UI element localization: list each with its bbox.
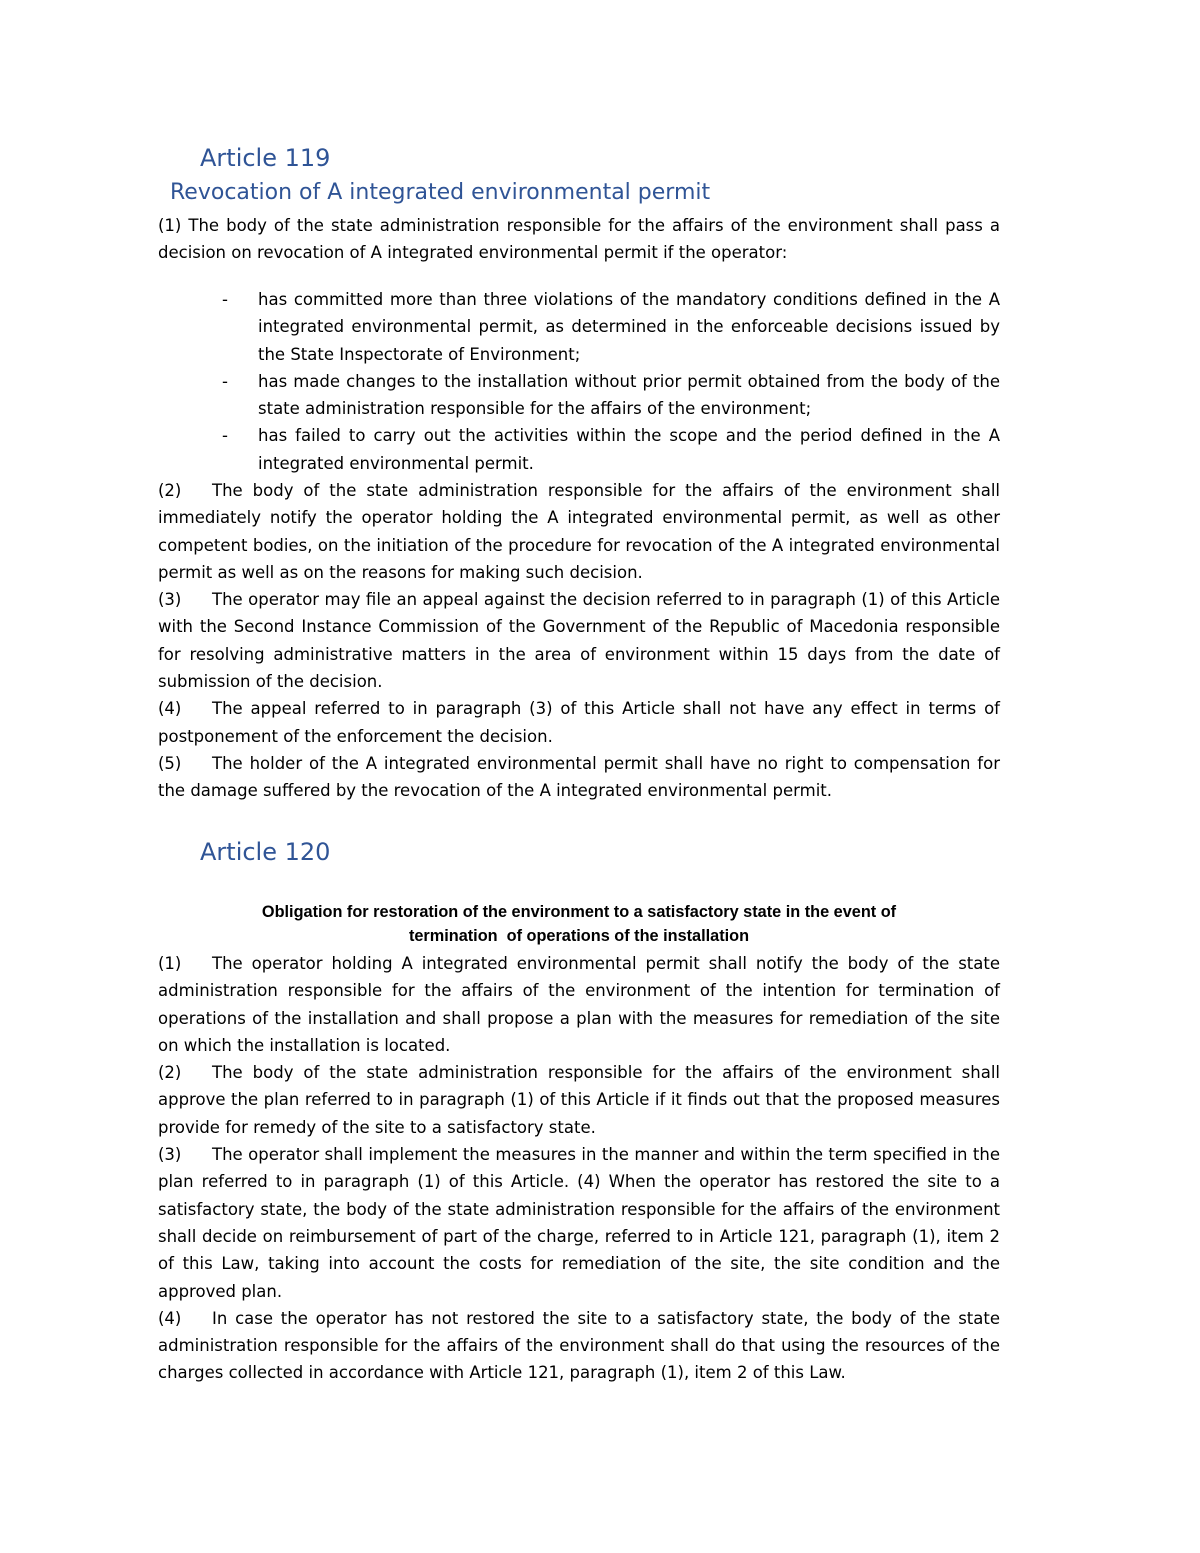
article-119-title: Article 119 [200, 144, 331, 172]
bullet-marker: - [222, 371, 228, 391]
article-120-subtitle-line-2: termination of operations of the installation [408, 926, 750, 945]
paragraph-number: (4) [158, 1308, 182, 1328]
numbered-paragraph [158, 1305, 1000, 1387]
bullet-marker: - [222, 290, 228, 309]
article-120-paragraph-list [158, 950, 1000, 1387]
paragraph-number: (3) [158, 590, 182, 610]
list-item [222, 286, 1000, 368]
bullet-marker: - [222, 426, 228, 446]
numbered-paragraph [158, 477, 1000, 586]
paragraph-number: (3) [158, 1145, 182, 1165]
article-119-bullet-list [222, 286, 1000, 477]
paragraph-text: In case the operator has not restored the site to a satisfactory state, the body of the state administration responsible for the affairs of the environment shall do that using the resources of the charges collected in accordance with Article 121, paragraph (1), item 2 of this Law. [158, 1308, 1000, 1383]
bullet-text: has made changes to the installation without prior permit obtained from the body of the state administration responsible for the affairs of the environment; [258, 371, 1000, 419]
paragraph-text: The appeal referred to in paragraph (3) of this Article shall not have any effect in terms of postponement of the enforcement the decision. [158, 699, 1000, 746]
paragraph-number: (1) [158, 954, 182, 973]
list-item [222, 368, 1000, 423]
paragraph-text: The operator shall implement the measures in the manner and within the term specified in the plan referred to in paragraph (1) of this Article. (4) When the operator has restored the site to a satisfactory state, the body of the state administration responsible for the affairs of the environment shall decide on reimbursement of part of the charge, referred to in Article 121, paragraph (1), item 2 of this Law, taking into account the costs for remediation of the site, the site condition and the approved plan. [158, 1145, 1000, 1301]
article-120-title: Article 120 [200, 838, 331, 866]
numbered-paragraph [158, 750, 1000, 805]
article-119-subtitle: Revocation of A integrated environmental permit [170, 180, 711, 205]
article-119-intro-paragraph: (1) The body of the state administration responsible for the affairs of the environment shall pass a decision on revocation of A integrated environmental permit if the operator: [158, 216, 1000, 263]
numbered-paragraph [158, 695, 1000, 750]
paragraph-text: The operator holding A integrated environmental permit shall notify the body of the state administration responsible for the affairs of the environment of the intention for termination of operations of the installation and shall propose a plan with the measures for remediation of the site on which the installation is located. [158, 954, 1000, 1055]
paragraph-text: The body of the state administration responsible for the affairs of the environment shall immediately notify the operator holding the A integrated environmental permit, as well as other competent bodies, on the initiation of the procedure for revocation of the A integrated environmental permit as well as on the reasons for making such decision. [158, 481, 1000, 582]
paragraph-number: (5) [158, 753, 182, 773]
paragraph-number: (2) [158, 481, 182, 500]
numbered-paragraph [158, 1059, 1000, 1141]
paragraph-text: The holder of the A integrated environmental permit shall have no right to compensation for the damage suffered by the revocation of the A integrated environmental permit. [158, 753, 1000, 801]
paragraph-number: (4) [158, 699, 182, 719]
list-item [222, 422, 1000, 477]
numbered-paragraph [158, 586, 1000, 695]
article-119-paragraph-list [158, 477, 1000, 805]
paragraph-number: (2) [158, 1063, 182, 1083]
numbered-paragraph [158, 1141, 1000, 1305]
article-120-subtitle-line-1: Obligation for restoration of the environment to a satisfactory state in the event of [261, 903, 897, 921]
article-120-subtitle [158, 901, 1000, 948]
paragraph-text: The body of the state administration responsible for the affairs of the environment shall approve the plan referred to in paragraph (1) of this Article if it finds out that the proposed measures provide for remedy of the site to a satisfactory state. [158, 1063, 1000, 1137]
bullet-text: has failed to carry out the activities within the scope and the period defined in the A integrated environmental permit. [258, 426, 1000, 473]
numbered-paragraph [158, 950, 1000, 1059]
bullet-text: has committed more than three violations of the mandatory conditions defined in the A integrated environmental permit, as determined in the enforceable decisions issued by the State Inspectorate of Environment; [258, 290, 1000, 364]
paragraph-text: The operator may file an appeal against the decision referred to in paragraph (1) of this Article with the Second Instance Commission of the Government of the Republic of Macedonia responsible for resolving administrative matters in the area of environment within 15 days from the date of submission of the decision. [158, 590, 1000, 692]
